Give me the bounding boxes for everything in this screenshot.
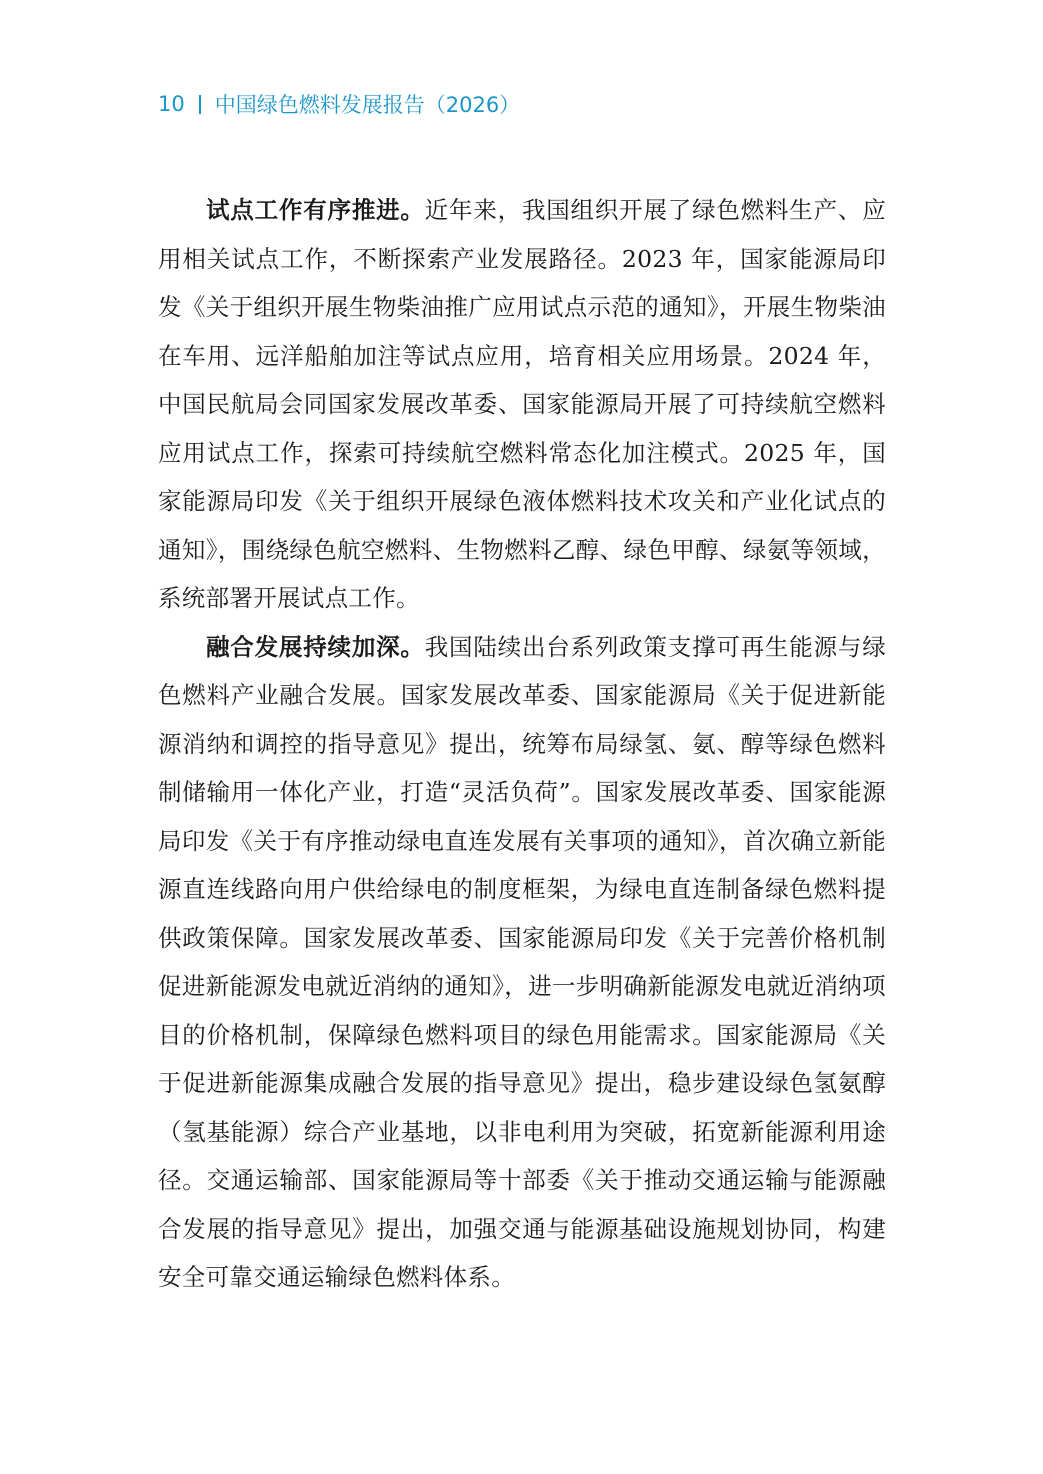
page-number: 10 [158, 92, 185, 116]
paragraph-lead: 试点工作有序推进。 [206, 196, 425, 224]
body-text [158, 186, 886, 1302]
paragraph-pilot-work [158, 186, 886, 623]
running-header [158, 86, 520, 122]
paragraph-lead: 融合发展持续加深。 [206, 632, 425, 661]
paragraph-integrated-development [158, 623, 886, 1302]
report-title: 中国绿色燃料发展报告（2026） [214, 93, 521, 117]
paragraph-body: 我国陆续出台系列政策支撑可再生能源与绿色燃料产业融合发展。国家发展改革委、国家能源局《关于促进新能源消纳和调控的指导意见》提出，统筹布局绿氢、氨、醇等绿色燃料制储输用一体化产业，打造“灵活负荷”。国家发展改革委、国家能源局印发《关于有序推动绿电直连发展有关事项的通知》，首次确立新能源直连线路向用户供给绿电的制度框架，为绿电直连制备绿色燃料提供政策保障。国家发展改革委、国家能源局印发《关于完善价格机制促进新能源发电就近消纳的通知》，进一步明确新能源发电就近消纳项目的价格机制，保障绿色燃料项目的绿色用能需求。国家能源局《关于促进新能源集成融合发展的指导意见》提出，稳步建设绿色氢氨醇（氢基能源）综合产业基地，以非电利用为突破，拓宽新能源利用途径。交通运输部、国家能源局等十部委《关于推动交通运输与能源融合发展的指导意见》提出，加强交通与能源基础设施规划协同，构建安全可靠交通运输绿色燃料体系。 [158, 632, 886, 1291]
paragraph-body: 近年来，我国组织开展了绿色燃料生产、应用相关试点工作，不断探索产业发展路径。2023 年，国家能源局印发《关于组织开展生物柴油推广应用试点示范的通知》，开展生物柴油在车用、远洋船舶加注等试点应用，培育相关应用场景。2024 年，中国民航局会同国家发展改革委、国家能源局开展了可持续航空燃料应用试点工作，探索可持续航空燃料常态化加注模式。2025 年，国家能源局印发《关于组织开展绿色液体燃料技术攻关和产业化试点的通知》，围绕绿色航空燃料、生物燃料乙醇、绿色甲醇、绿氨等领域，系统部署开展试点工作。 [158, 196, 886, 612]
header-divider [199, 95, 201, 114]
